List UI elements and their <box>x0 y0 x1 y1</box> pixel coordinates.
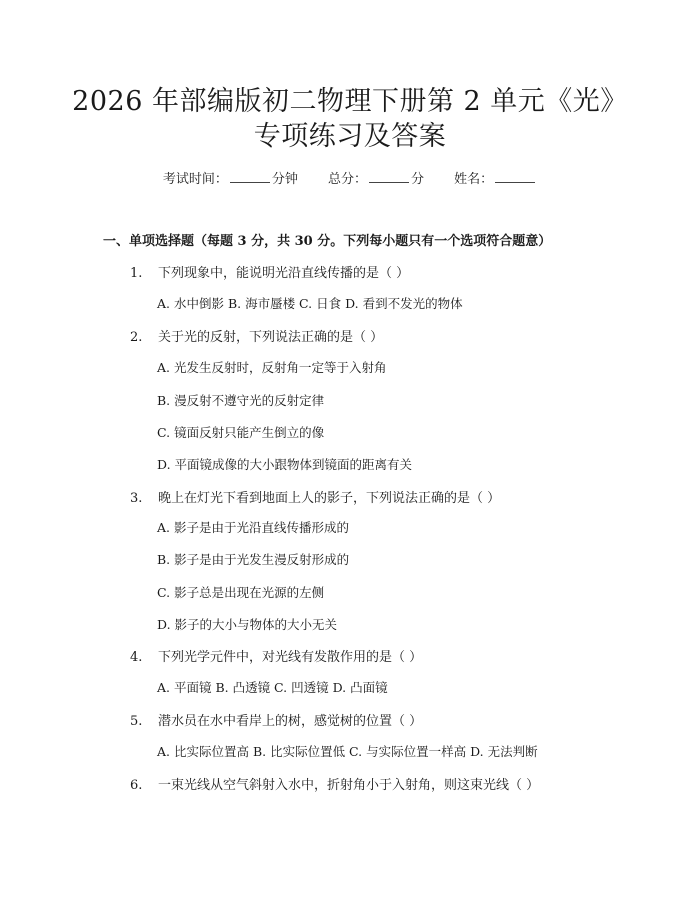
name-label: 姓名： <box>454 172 494 187</box>
question-2-option-a: A. 光发生反射时，反射角一定等于入射角 <box>157 360 387 375</box>
total-score-label: 总分： <box>327 172 367 187</box>
question-1 <box>130 262 409 281</box>
question-text: 关于光的反射，下列说法正确的是（ ） <box>158 330 384 345</box>
exam-time-unit: 分钟 <box>271 172 298 187</box>
exam-time-field <box>163 168 298 187</box>
question-2 <box>130 326 383 345</box>
question-3-option-a: A. 影子是由于光沿直线传播形成的 <box>157 520 349 535</box>
question-number: 6. <box>130 778 143 793</box>
exam-time-blank <box>230 170 270 183</box>
question-6 <box>130 774 539 793</box>
question-text: 潜水员在水中看岸上的树，感觉树的位置（ ） <box>158 714 423 729</box>
question-2-option-c: C. 镜面反射只能产生倒立的像 <box>157 425 325 440</box>
name-blank <box>495 170 535 183</box>
question-text: 晚上在灯光下看到地面上人的影子，下列说法正确的是（ ） <box>158 491 501 506</box>
question-text: 下列现象中，能说明光沿直线传播的是（ ） <box>158 266 410 281</box>
total-score-field <box>328 168 424 187</box>
total-score-blank <box>369 170 409 183</box>
question-number: 1. <box>130 266 143 281</box>
question-4 <box>130 646 422 665</box>
question-number: 3. <box>130 491 143 506</box>
question-1-options: A. 水中倒影 B. 海市蜃楼 C. 日食 D. 看到不发光的物体 <box>157 296 463 311</box>
question-2-option-b: B. 漫反射不遵守光的反射定律 <box>157 393 325 408</box>
document-title-line-1: 2026 年部编版初二物理下册第 2 单元《光》 <box>72 86 628 117</box>
question-2-option-d: D. 平面镜成像的大小跟物体到镜面的距离有关 <box>157 457 413 472</box>
exam-meta-row <box>0 168 700 187</box>
question-4-options: A. 平面镜 B. 凸透镜 C. 凹透镜 D. 凸面镜 <box>157 680 388 695</box>
question-3 <box>130 487 500 506</box>
question-text: 下列光学元件中，对光线有发散作用的是（ ） <box>158 650 423 665</box>
question-number: 5. <box>130 714 143 729</box>
question-text: 一束光线从空气斜射入水中，折射角小于入射角，则这束光线（ ） <box>158 778 540 793</box>
question-5-options: A. 比实际位置高 B. 比实际位置低 C. 与实际位置一样高 D. 无法判断 <box>157 744 538 759</box>
question-number: 4. <box>130 650 143 665</box>
exam-time-label: 考试时间： <box>162 172 228 187</box>
question-3-option-d: D. 影子的大小与物体的大小无关 <box>157 617 338 632</box>
question-5 <box>130 710 422 729</box>
document-title-line-2: 专项练习及答案 <box>253 121 447 152</box>
section-heading-single-choice: 一、单项选择题（每题 3 分，共 30 分。下列每小题只有一个选项符合题意） <box>103 234 552 249</box>
name-field <box>454 168 537 187</box>
question-number: 2. <box>130 330 143 345</box>
question-3-option-b: B. 影子是由于光发生漫反射形成的 <box>157 552 350 567</box>
total-score-unit: 分 <box>411 172 425 187</box>
question-3-option-c: C. 影子总是出现在光源的左侧 <box>157 585 325 600</box>
